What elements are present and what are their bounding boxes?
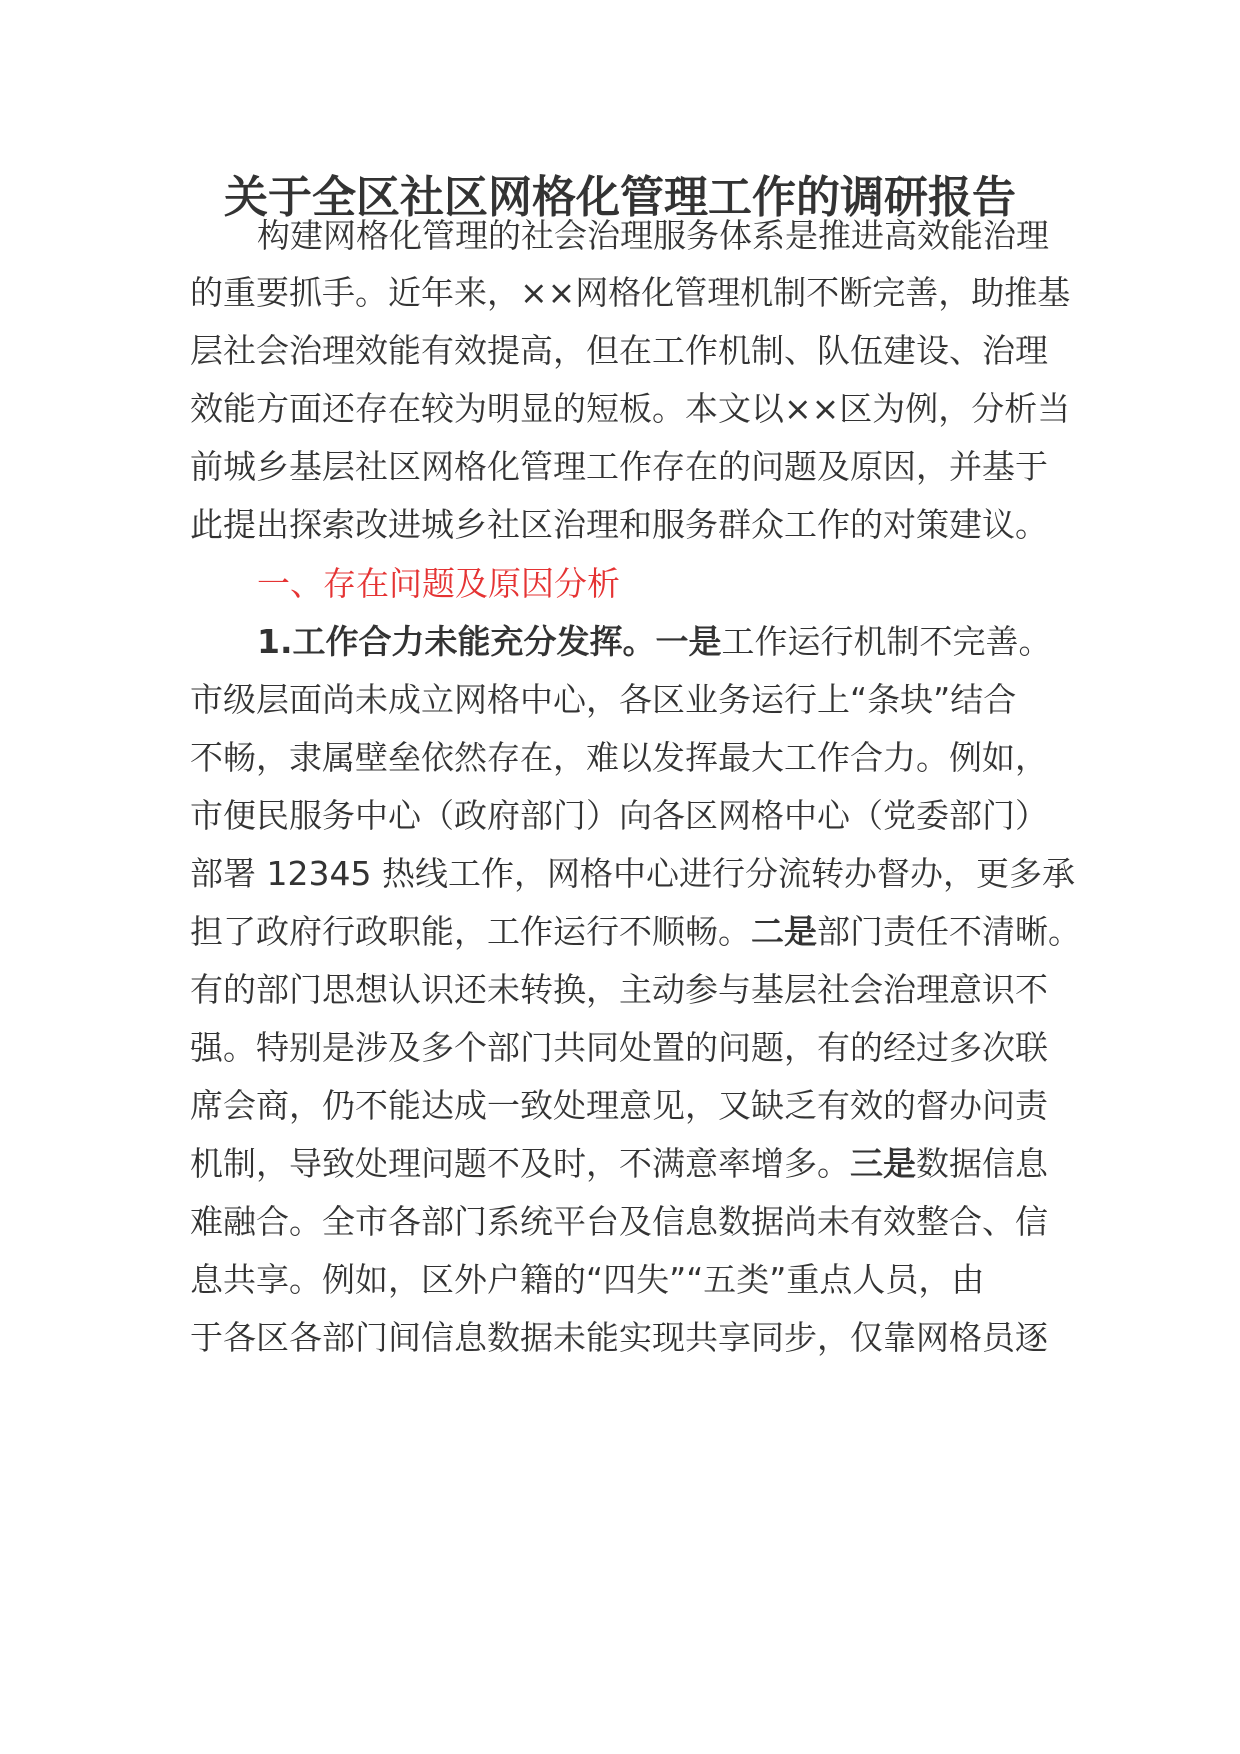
intro-line-1: 构建网格化管理的社会治理服务体系是推进高效能治理 <box>257 216 1049 255</box>
section1-line-10-pre: 机制，导致处理问题不及时，不满意率增多。 <box>190 1144 850 1183</box>
section1-line-1 <box>257 620 1052 664</box>
section1-line-5: 部署 12345 热线工作，网格中心进行分流转办督办，更多承 <box>190 854 1075 893</box>
section1-line-2: 市级层面尚未成立网格中心，各区业务运行上“条块”结合 <box>190 680 1017 719</box>
section1-line-13: 于各区各部门间信息数据未能实现共享同步，仅靠网格员逐 <box>190 1318 1048 1357</box>
intro-line-2: 的重要抓手。近年来，××网格化管理机制不断完善，助推基 <box>190 273 1071 312</box>
section1-line-11: 难融合。全市各部门系统平台及信息数据尚未有效整合、信 <box>190 1202 1048 1241</box>
section1-line-7: 有的部门思想认识还未转换，主动参与基层社会治理意识不 <box>190 970 1048 1009</box>
subheading-bold: 1.工作合力未能充分发挥。 <box>257 622 656 661</box>
section1-line-6-post: 部门责任不清晰。 <box>817 912 1081 951</box>
point-one-marker: 一是 <box>655 622 722 661</box>
document-title: 关于全区社区网格化管理工作的调研报告 <box>224 172 1016 223</box>
section-heading: 一、存在问题及原因分析 <box>257 564 620 603</box>
point-two-marker: 二是 <box>751 912 817 951</box>
section1-line-8: 强。特别是涉及多个部门共同处置的问题，有的经过多次联 <box>190 1028 1048 1067</box>
section1-line-12: 息共享。例如，区外户籍的“四失”“五类”重点人员，由 <box>190 1260 985 1299</box>
section1-line-9: 席会商，仍不能达成一致处理意见，又缺乏有效的督办问责 <box>190 1086 1048 1125</box>
point-three-marker: 三是 <box>850 1144 916 1183</box>
section1-line-6-pre: 担了政府行政职能，工作运行不顺畅。 <box>190 912 751 951</box>
intro-line-5: 前城乡基层社区网格化管理工作存在的问题及原因，并基于 <box>190 447 1048 486</box>
intro-line-3: 层社会治理效能有效提高，但在工作机制、队伍建设、治理 <box>190 331 1048 370</box>
section1-line-1-text: 工作运行机制不完善。 <box>721 622 1052 661</box>
section1-line-10-post: 数据信息 <box>916 1144 1048 1183</box>
intro-line-4: 效能方面还存在较为明显的短板。本文以××区为例，分析当 <box>190 389 1071 428</box>
section1-line-6 <box>190 910 1081 954</box>
section1-line-4: 市便民服务中心（政府部门）向各区网格中心（党委部门） <box>190 796 1048 835</box>
section1-line-10 <box>190 1142 1048 1186</box>
intro-line-6: 此提出探索改进城乡社区治理和服务群众工作的对策建议。 <box>190 505 1048 544</box>
section1-line-3: 不畅，隶属壁垒依然存在，难以发挥最大工作合力。例如， <box>190 738 1048 777</box>
